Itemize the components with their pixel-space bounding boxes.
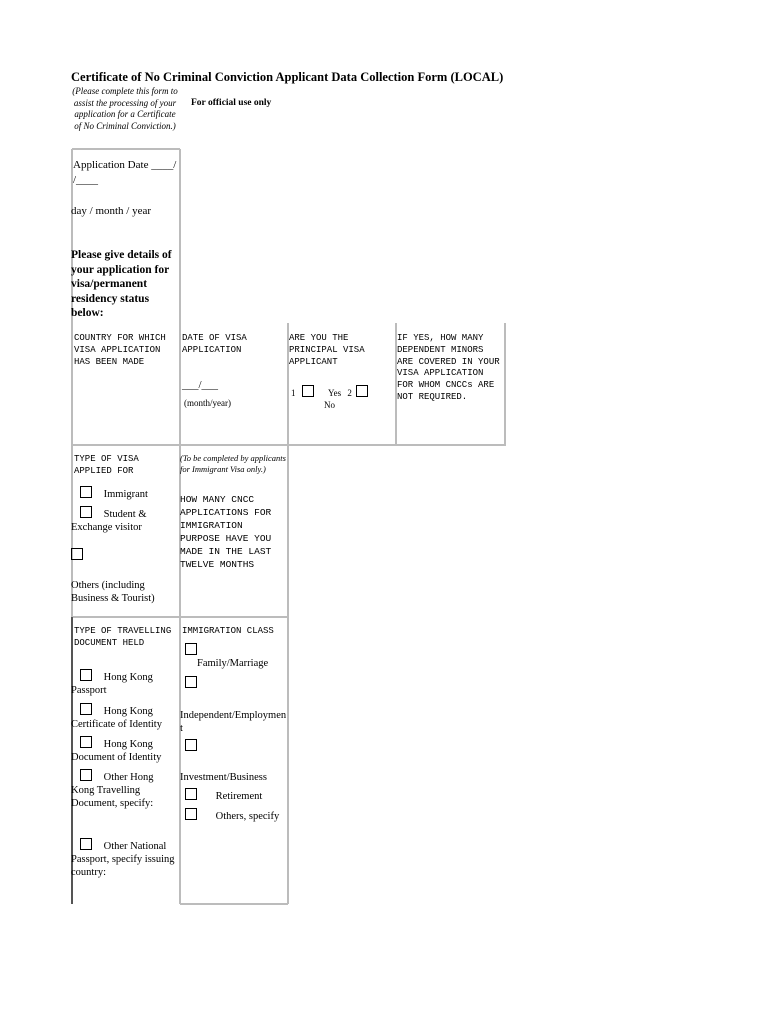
class-family-checkbox[interactable] (185, 643, 197, 655)
dependent-minors-label: IF YES, HOW MANY DEPENDENT MINORS ARE COVERED IN YOUR VISA APPLICATION FOR WHOM CNCCs ARE NOT REQUIRED. (397, 333, 500, 402)
details-heading: Please give details of your application for visa/permanent residency status below: (71, 249, 172, 319)
class-family-label: Family/Marriage (197, 658, 269, 669)
checkbox-no[interactable] (356, 385, 368, 397)
visa-others-label: Others (including Business & Tourist) (71, 580, 155, 604)
country-field-label: COUNTRY FOR WHICH VISA APPLICATION HAS BEEN MADE (74, 333, 166, 367)
visa-student-checkbox[interactable] (80, 506, 92, 518)
class-investment-label: Investment/Business (180, 772, 267, 783)
visa-date-field-label: DATE OF VISA APPLICATION (182, 333, 247, 355)
class-retirement-checkbox[interactable] (185, 788, 197, 800)
class-investment-checkbox[interactable] (185, 739, 197, 751)
visa-immigrant-checkbox[interactable] (80, 486, 92, 498)
immigration-class-label: IMMIGRATION CLASS (182, 626, 274, 636)
travel-doc-option[interactable]: Other National Passport, specify issuing country: (71, 838, 178, 879)
visa-type-label: TYPE OF VISA APPLIED FOR (74, 454, 139, 476)
travel-doc-option[interactable]: Other Hong Kong Travelling Document, specify: (71, 769, 178, 810)
travel-doc-option[interactable]: Hong Kong Passport (71, 669, 178, 697)
class-independent-label: Independent/Employment (180, 710, 287, 734)
form-title: Certificate of No Criminal Conviction Applicant Data Collection Form (LOCAL) (71, 70, 504, 84)
checkbox[interactable] (80, 838, 92, 850)
checkbox[interactable] (80, 703, 92, 715)
official-use-label: For official use only (191, 98, 272, 108)
class-independent-checkbox[interactable] (185, 676, 197, 688)
visa-date-format: (month/year) (184, 398, 231, 408)
visa-type-option[interactable]: Student & Exchange visitor (71, 506, 178, 534)
principal-applicant-label: ARE YOU THE PRINCIPAL VISA APPLICANT (289, 333, 365, 367)
visa-type-option[interactable]: Immigrant (71, 486, 178, 501)
travel-doc-option[interactable]: Hong Kong Document of Identity (71, 736, 178, 764)
date-format-hint: day / month / year (71, 205, 152, 217)
principal-applicant-options: 1 Yes 2 No (291, 385, 391, 411)
travel-document-label: TYPE OF TRAVELLING DOCUMENT HELD (74, 626, 172, 648)
cncc-count-question: HOW MANY CNCC APPLICATIONS FOR IMMIGRATION PURPOSE HAVE YOU MADE IN THE LAST TWELVE MONTHS (180, 494, 272, 570)
checkbox-yes[interactable] (302, 385, 314, 397)
class-others-checkbox[interactable] (185, 808, 197, 820)
immigrant-only-note: (To be completed by applicants for Immigrant Visa only.) (180, 453, 286, 474)
checkbox[interactable] (80, 769, 92, 781)
class-option[interactable]: Others, specify (185, 808, 279, 823)
visa-others-checkbox[interactable] (71, 548, 83, 560)
application-date-field[interactable]: Application Date ____/ /____ (73, 159, 177, 186)
class-option[interactable]: Retirement (185, 788, 262, 803)
checkbox[interactable] (80, 736, 92, 748)
checkbox[interactable] (80, 669, 92, 681)
visa-date-blank[interactable]: ___/___ (182, 379, 219, 391)
form-instruction-note: (Please complete this form to assist the processing of your application for a Certificate of No Criminal Conviction.) (72, 86, 178, 131)
travel-doc-option[interactable]: Hong Kong Certificate of Identity (71, 703, 178, 731)
